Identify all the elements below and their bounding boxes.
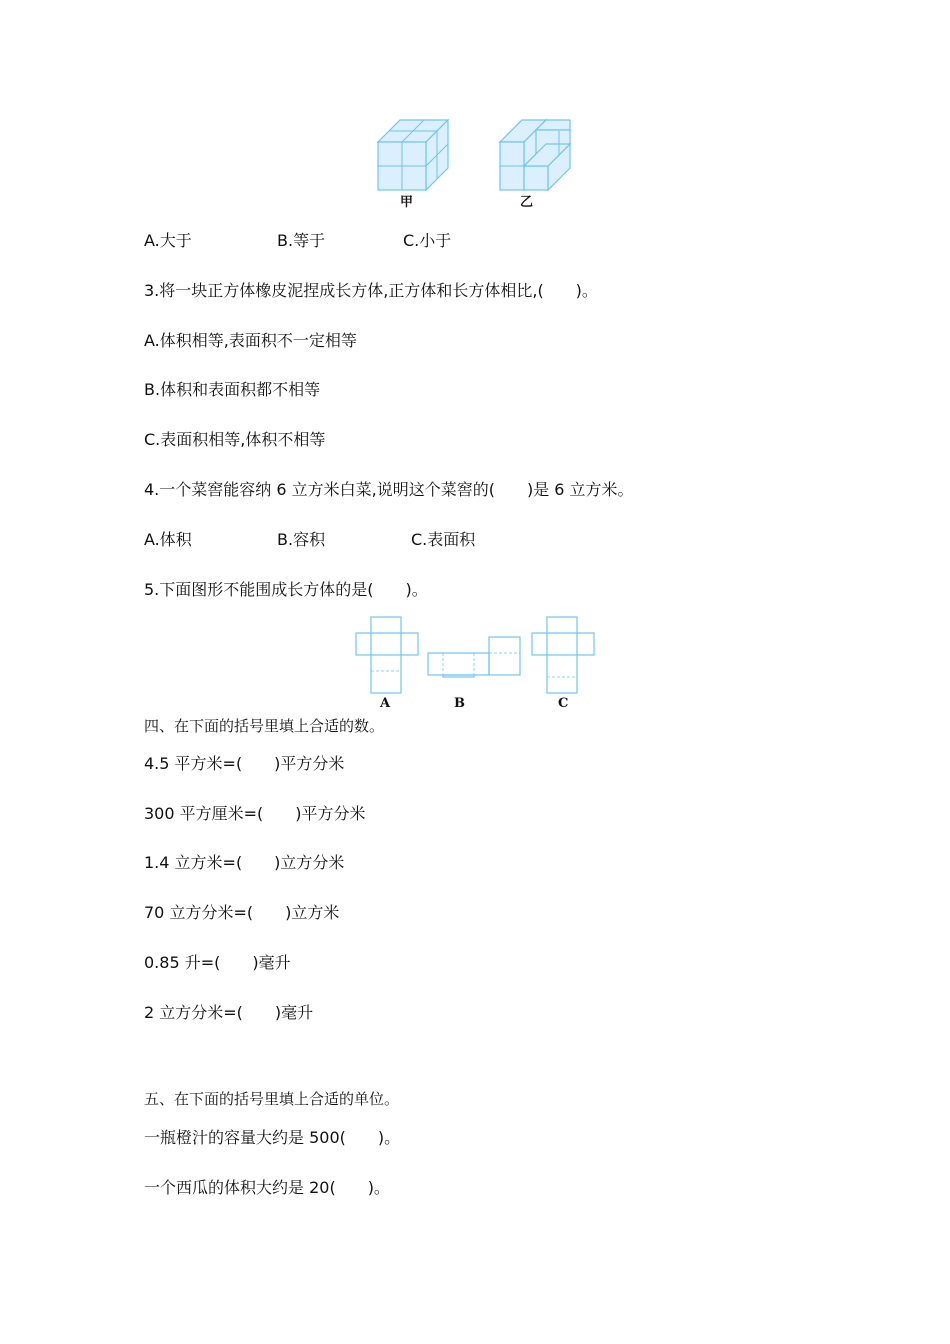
section4-item-2[interactable]: 300 平方厘米=( )平方分米 <box>144 804 366 823</box>
cube-figure-jia <box>378 120 450 192</box>
net-label-c: C <box>558 696 569 711</box>
q3-option-b[interactable]: B.体积和表面积都不相等 <box>144 380 321 399</box>
net-figure-c[interactable] <box>531 617 595 694</box>
q5-stem: 5.下面图形不能围成长方体的是( )。 <box>144 580 428 599</box>
q2-option-c[interactable]: C.小于 <box>403 231 452 250</box>
q2-option-b[interactable]: B.等于 <box>277 231 326 250</box>
q3-option-a[interactable]: A.体积相等,表面积不一定相等 <box>144 331 357 350</box>
section5-title: 五、在下面的括号里填上合适的单位。 <box>144 1090 400 1108</box>
net-label-a: A <box>380 696 391 711</box>
q3-option-c[interactable]: C.表面积相等,体积不相等 <box>144 430 326 449</box>
section4-item-4[interactable]: 70 立方分米=( )立方米 <box>144 903 340 922</box>
net-label-b: B <box>454 696 465 711</box>
q4-option-a[interactable]: A.体积 <box>144 530 192 549</box>
q4-option-b[interactable]: B.容积 <box>277 530 326 549</box>
section4-item-1[interactable]: 4.5 平方米=( )平方分米 <box>144 754 345 773</box>
q4-option-c[interactable]: C.表面积 <box>411 530 476 549</box>
section4-item-5[interactable]: 0.85 升=( )毫升 <box>144 953 291 972</box>
cube-label-jia: 甲 <box>400 195 414 210</box>
section5-item-1[interactable]: 一瓶橙汁的容量大约是 500( )。 <box>144 1128 401 1147</box>
section5-item-2[interactable]: 一个西瓜的体积大约是 20( )。 <box>144 1178 390 1197</box>
q2-option-a[interactable]: A.大于 <box>144 231 192 250</box>
cube-figure-yi <box>500 120 572 192</box>
section4-title: 四、在下面的括号里填上合适的数。 <box>144 717 385 735</box>
q4-stem: 4.一个菜窖能容纳 6 立方米白菜,说明这个菜窖的( )是 6 立方米。 <box>144 480 634 499</box>
net-figure-a[interactable] <box>355 617 419 694</box>
section4-item-3[interactable]: 1.4 立方米=( )立方分米 <box>144 853 345 872</box>
cube-label-yi: 乙 <box>520 195 534 210</box>
q3-stem: 3.将一块正方体橡皮泥捏成长方体,正方体和长方体相比,( )。 <box>144 281 598 300</box>
net-figure-b[interactable] <box>428 637 522 679</box>
section4-item-6[interactable]: 2 立方分米=( )毫升 <box>144 1003 314 1022</box>
